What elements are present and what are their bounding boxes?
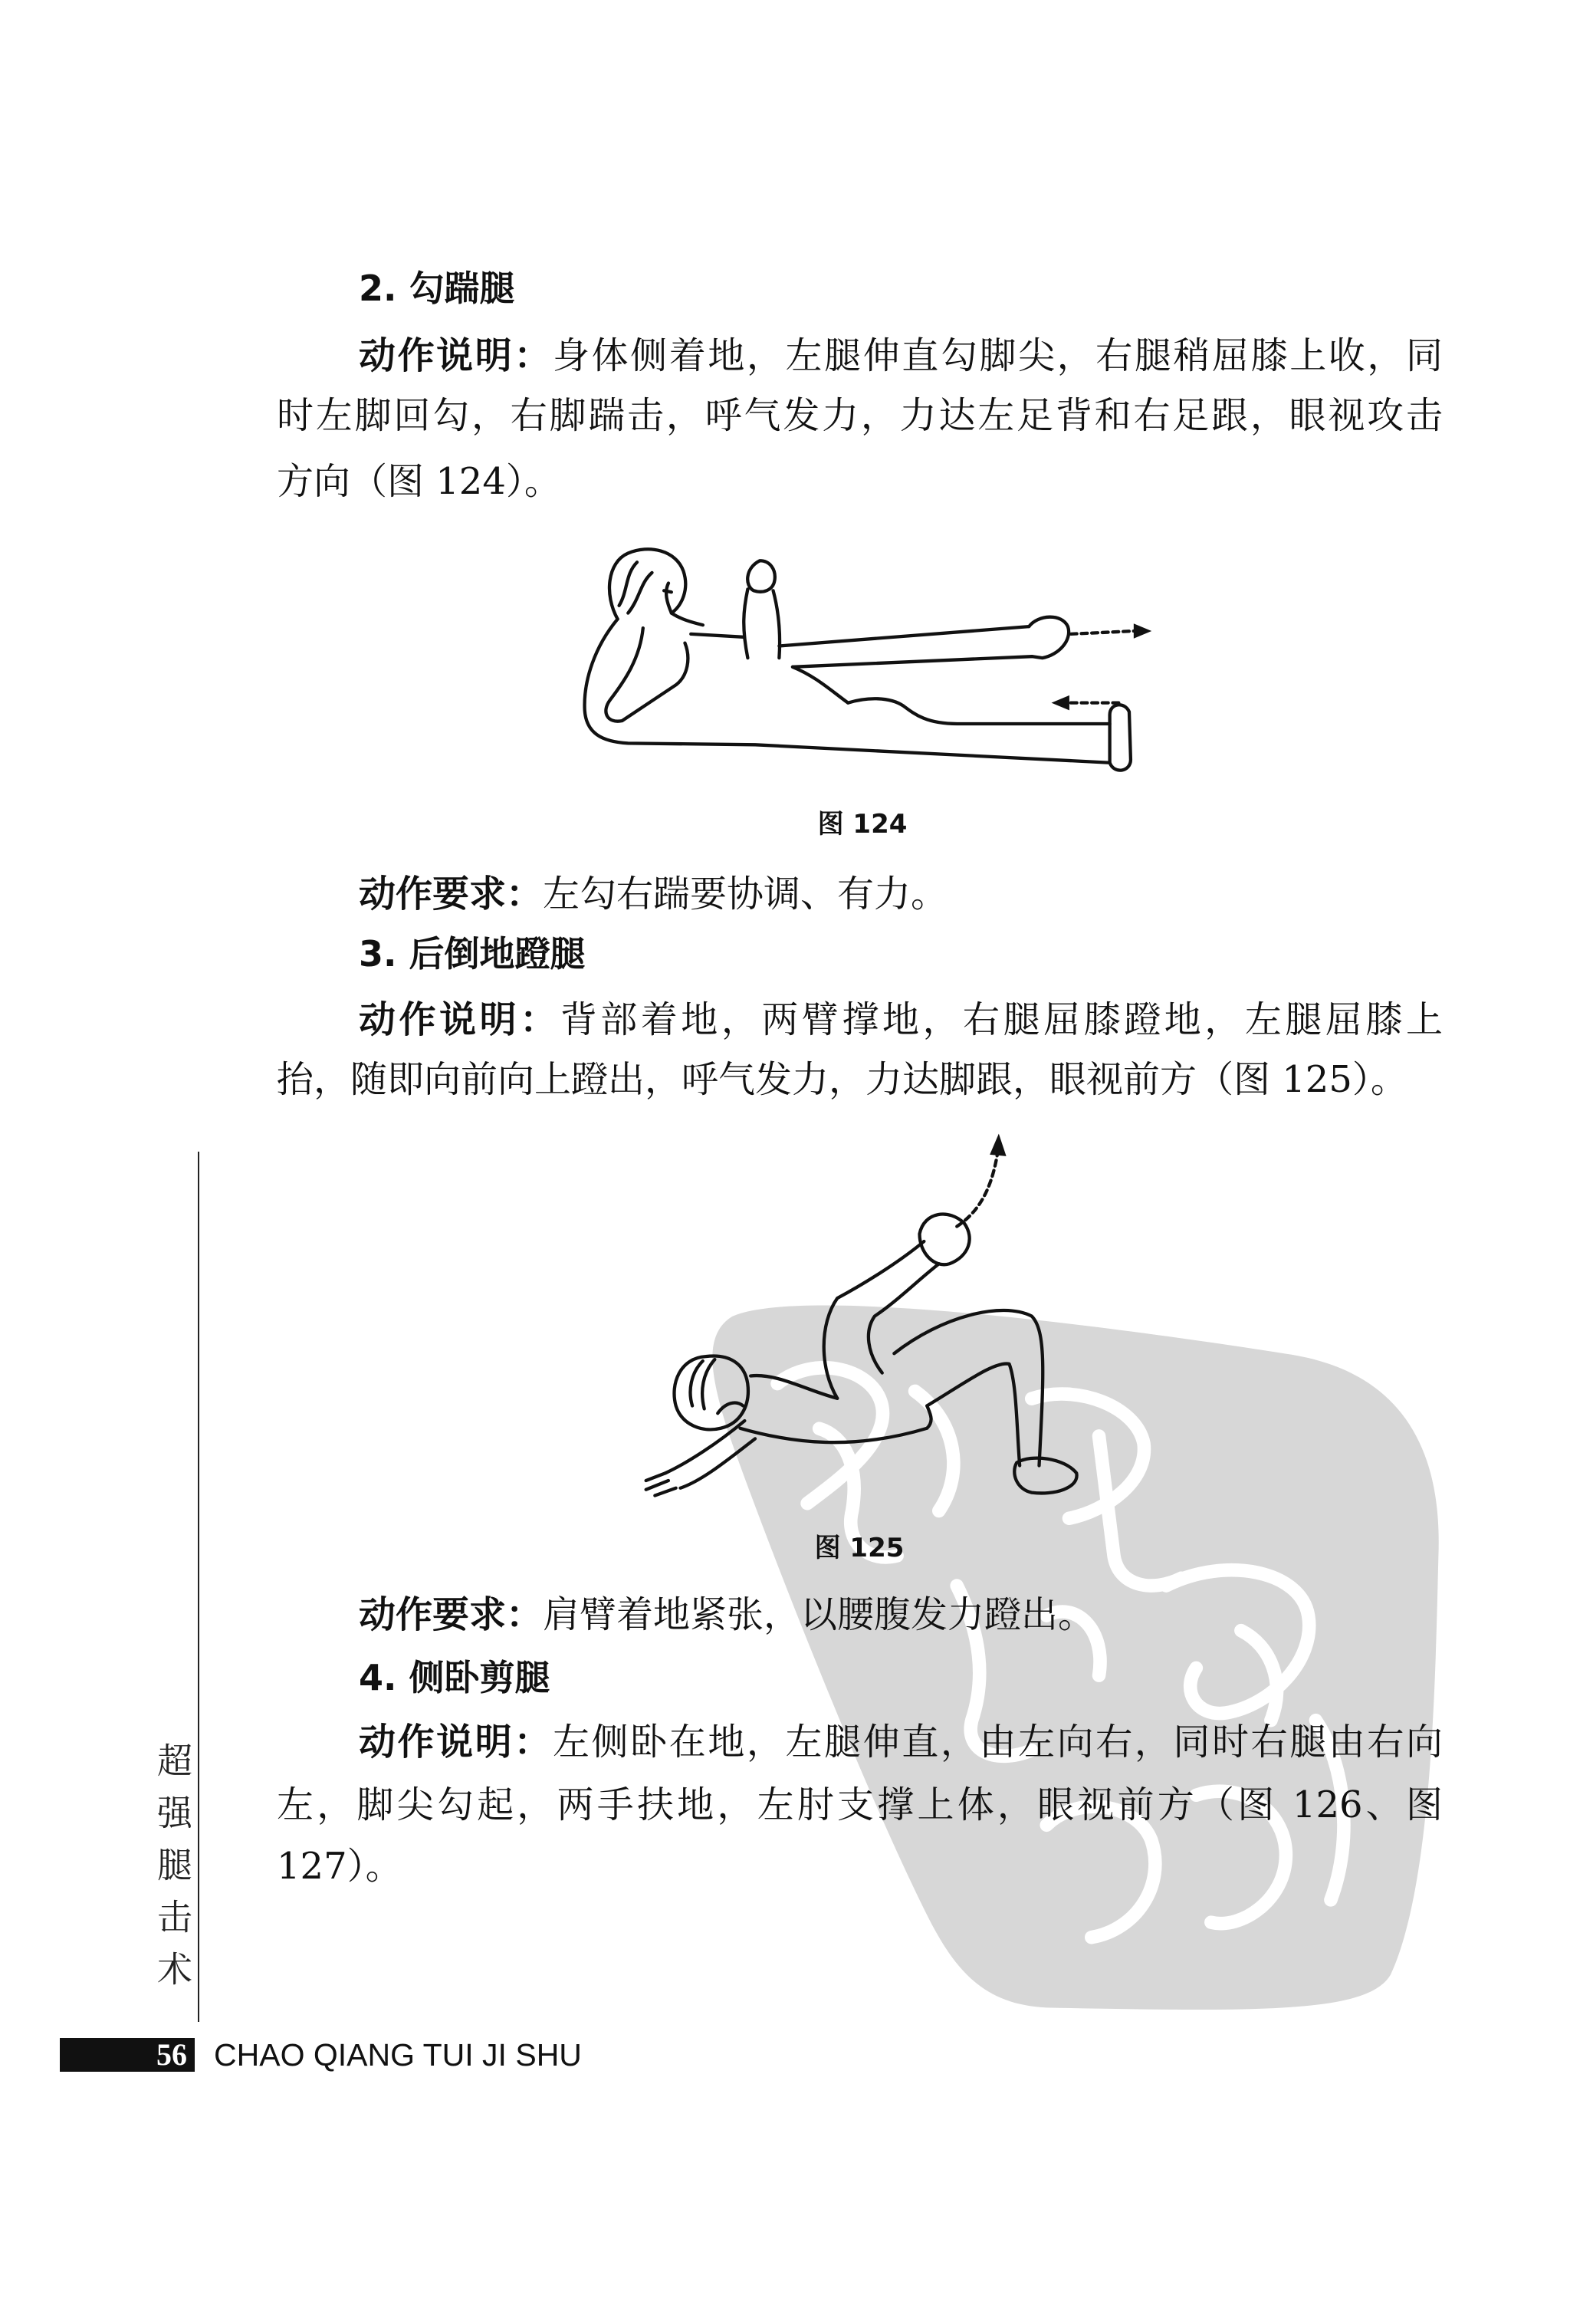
margin-rule bbox=[198, 1152, 199, 2022]
figure-124-head bbox=[609, 549, 685, 619]
figure-124-arrowhead-left bbox=[1052, 695, 1069, 711]
requirement-label: 动作要求： bbox=[359, 873, 544, 915]
figure-124-crotch bbox=[793, 667, 848, 703]
section-2-requirement bbox=[359, 871, 1443, 917]
figure-124-hair bbox=[619, 562, 652, 613]
section-3-heading: 3. 后倒地蹬腿 bbox=[359, 933, 586, 975]
figure-125-support-foot bbox=[1014, 1458, 1076, 1494]
requirement-text: 肩臂着地紧张，以腰腹发力蹬出。 bbox=[543, 1593, 1095, 1636]
section-2-description-line: 方向（图 124）。 bbox=[277, 460, 561, 503]
figure-124-raised-forearm bbox=[744, 589, 780, 658]
description-text: 背部着地，两臂撑地，右腿屈膝蹬地，左腿屈膝上 bbox=[560, 998, 1443, 1041]
figure-125-arrow-up bbox=[957, 1155, 997, 1227]
figure-125-support-leg bbox=[894, 1310, 1043, 1465]
figure-124-arrowhead-right bbox=[1134, 623, 1151, 639]
figure-124-face bbox=[664, 583, 672, 613]
figure-124-caption: 图 124 bbox=[817, 809, 908, 840]
description-text: 左侧卧在地，左腿伸直，由左向右，同时右腿由右向 bbox=[552, 1721, 1443, 1764]
figure-125-arrowhead-up bbox=[990, 1134, 1006, 1156]
description-text: 身体侧着地，左腿伸直勾脚尖，右腿稍屈膝上收，同 bbox=[552, 334, 1443, 377]
section-3-requirement bbox=[359, 1592, 1443, 1638]
figure-124-kicking-foot bbox=[1110, 705, 1131, 770]
figure-125-torso bbox=[741, 1376, 931, 1442]
requirement-label: 动作要求： bbox=[359, 1593, 544, 1636]
figure-124-upper-arm bbox=[691, 634, 743, 637]
section-2-description-line: 时左脚回勾，右脚踹击，呼气发力，力达左足背和右足跟，眼视攻击 bbox=[277, 394, 1443, 437]
section-4-description-line: 左，脚尖勾起，两手扶地，左肘支撑上体，眼视前方（图 126、图 bbox=[277, 1783, 1443, 1826]
figure-124-hooked-foot bbox=[1029, 617, 1069, 658]
footer-page-number-bar bbox=[60, 2038, 195, 2072]
figure-125-hand bbox=[646, 1473, 676, 1495]
figure-125-raised-leg bbox=[824, 1241, 939, 1399]
section-2-heading: 2. 勾踹腿 bbox=[359, 268, 515, 309]
figure-125-face bbox=[718, 1403, 743, 1414]
figure-125-illustration bbox=[628, 1122, 1092, 1510]
footer-running-title: CHAO QIANG TUI JI SHU bbox=[214, 2037, 582, 2073]
figure-125-head bbox=[675, 1356, 748, 1429]
description-label: 动作说明： bbox=[359, 998, 560, 1041]
section-3-description-line bbox=[359, 997, 1443, 1043]
section-3-description-line: 抬，随即向前向上蹬出，呼气发力，力达脚跟，眼视前方（图 125）。 bbox=[277, 1058, 1407, 1101]
section-2-description-line bbox=[359, 333, 1443, 379]
description-label: 动作说明： bbox=[359, 1721, 553, 1764]
figure-124-supporting-arm bbox=[606, 628, 688, 722]
description-label: 动作说明： bbox=[359, 334, 553, 377]
figure-124-extended-leg bbox=[779, 626, 1032, 667]
figure-124-shoulder bbox=[672, 613, 703, 626]
figure-125-caption: 图 125 bbox=[814, 1533, 905, 1563]
section-4-heading: 4. 侧卧剪腿 bbox=[359, 1657, 550, 1698]
figure-124-illustration bbox=[576, 538, 1159, 785]
page-number: 56 bbox=[156, 2037, 187, 2072]
requirement-text: 左勾右踹要协调、有力。 bbox=[543, 873, 948, 915]
side-book-title: 超强腿击术 bbox=[152, 1742, 193, 2003]
figure-125-hair bbox=[691, 1359, 715, 1409]
figure-124-arrow-right bbox=[1071, 631, 1134, 634]
figure-124-raised-fist bbox=[747, 560, 775, 591]
section-4-description-line bbox=[359, 1719, 1443, 1765]
section-4-description-line: 127）。 bbox=[277, 1845, 402, 1888]
